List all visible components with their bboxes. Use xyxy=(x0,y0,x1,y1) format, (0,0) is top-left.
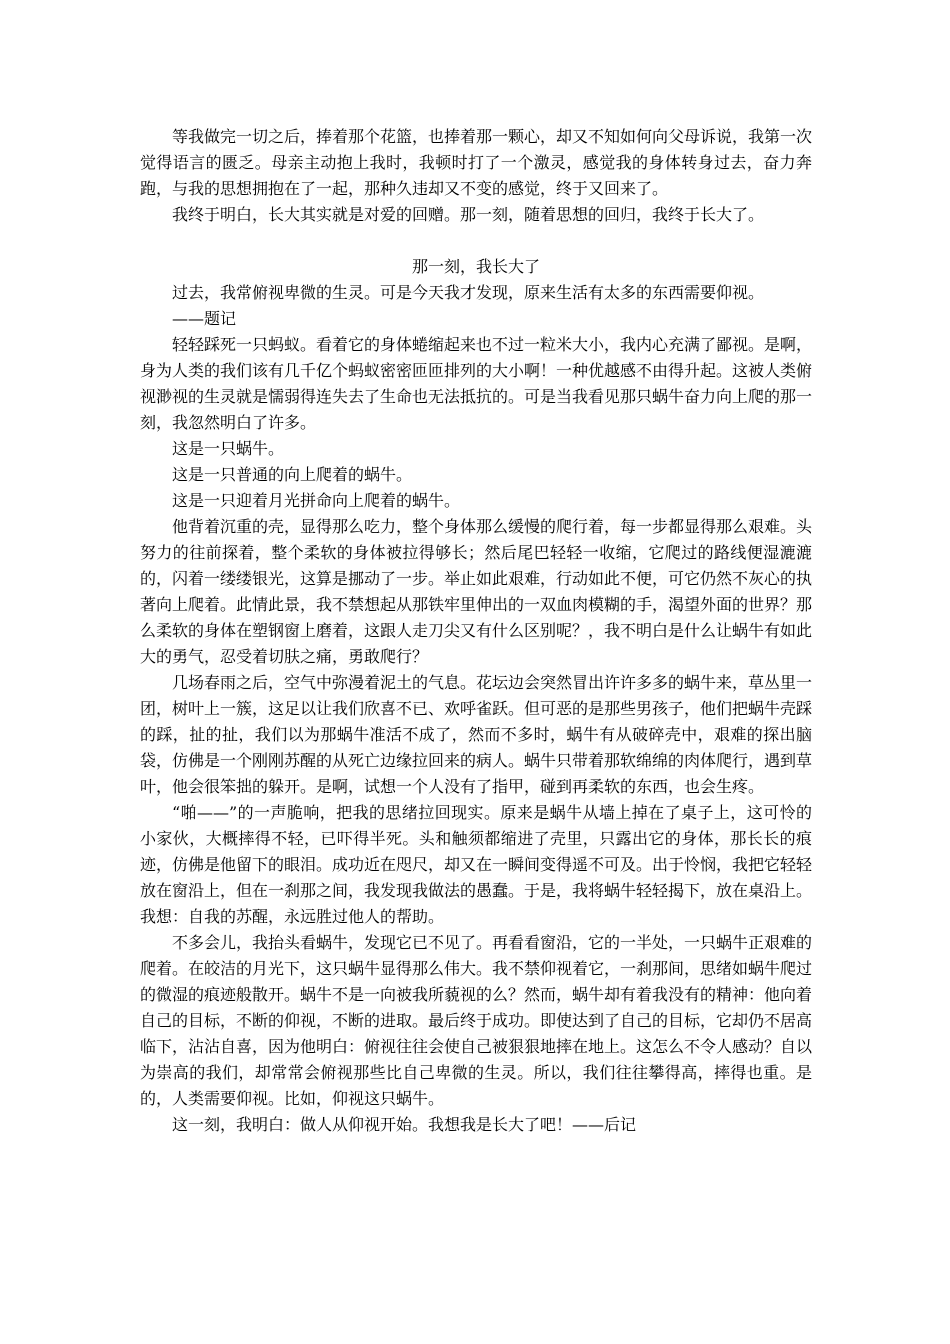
epigraph: 过去，我常俯视卑微的生灵。可是今天我才发现，原来生活有太多的东西需要仰视。 xyxy=(172,283,765,302)
paragraph: 这是一只蜗牛。 xyxy=(172,439,285,458)
paragraph: 这一刻，我明白：做人从仰视开始。我想我是长大了吧！——后记 xyxy=(172,1115,637,1134)
paragraph: 轻轻踩死一只蚂蚁。看着它的身体蜷缩起来也不过一粒米大小，我内心充满了鄙视。是啊，身为人类的我们该有几千亿个蚂蚁密密匝匝排列的大小啊！一种优越感不由得升起。这被人类俯视渺视的生灵就是懦弱得连失去了生命也无法抵抗的。可是当我看见那只蜗牛奋力向上爬的那一刻，我忽然明白了许多。 xyxy=(140,335,813,432)
essay-title: 那一刻，我长大了 xyxy=(411,257,540,276)
paragraph: 等我做完一切之后，捧着那个花篮，也捧着那一颗心，却又不知如何向父母诉说，我第一次觉得语言的匮乏。母亲主动抱上我时，我顿时打了一个激灵，感觉我的身体转身过去，奋力奔跑，与我的思想拥抱在了一起，那种久违却又不变的感觉，终于又回来了。 xyxy=(140,127,813,198)
paragraph: 这是一只迎着月光拼命向上爬着的蜗牛。 xyxy=(172,491,461,510)
paragraph: 他背着沉重的壳，显得那么吃力，整个身体那么缓慢的爬行着，每一步都显得那么艰难。头努力的往前探着，整个柔软的身体被拉得够长；然后尾巴轻轻一收缩，它爬过的路线便湿漉漉的，闪着一缕缕银光，这算是挪动了一步。举止如此艰难，行动如此不便，可它仍然不灰心的执著向上爬着。此情此景，我不禁想起从那铁牢里伸出的一双血肉模糊的手，渴望外面的世界？那么柔软的身体在塑钢窗上磨着，这跟人走刀尖又有什么区别呢？，我不明白是什么让蜗牛有如此大的勇气，忍受着切肤之痛，勇敢爬行？ xyxy=(140,517,813,666)
paragraph: 不多会儿，我抬头看蜗牛，发现它已不见了。再看看窗沿，它的一半处，一只蜗牛正艰难的爬着。在皎洁的月光下，这只蜗牛显得那么伟大。我不禁仰视着它，一刹那间，思绪如蜗牛爬过的微湿的痕迹般散开。蜗牛不是一向被我所藐视的么？然而，蜗牛却有着我没有的精神：他向着自己的目标，不断的仰视，不断的进取。最后终于成功。即使达到了自己的目标，它却仍不居高临下，沾沾自喜，因为他明白：俯视往往会使自己被狠狠地摔在地上。这怎么不令人感动？自以为崇高的我们，却常常会俯视那些比自己卑微的生灵。所以，我们往往攀得高，摔得也重。是的，人类需要仰视。比如，仰视这只蜗牛。 xyxy=(140,933,813,1108)
document-page xyxy=(140,124,812,1138)
paragraph: 几场春雨之后，空气中弥漫着泥土的气息。花坛边会突然冒出许许多多的蜗牛来，草丛里一团，树叶上一簇，这足以让我们欣喜不已、欢呼雀跃。但可恶的是那些男孩子，他们把蜗牛壳踩的踩，扯的扯，我们以为那蜗牛准活不成了，然而不多时，蜗牛有从破碎壳中，艰难的探出脑袋，仿佛是一个刚刚苏醒的从死亡边缘拉回来的病人。蜗牛只带着那软绵绵的肉体爬行，遇到草叶，他会很笨拙的躲开。是啊，试想一个人没有了指甲，碰到再柔软的东西，也会生疼。 xyxy=(140,673,813,796)
paragraph: 我终于明白，长大其实就是对爱的回赠。那一刻，随着思想的回归，我终于长大了。 xyxy=(172,205,765,224)
paragraph: 这是一只普通的向上爬着的蜗牛。 xyxy=(172,465,413,484)
epigraph-note: ——题记 xyxy=(172,309,237,328)
blank-line xyxy=(140,228,812,254)
paragraph: “啪——”的一声脆响，把我的思绪拉回现实。原来是蜗牛从墙上掉在了桌子上，这可怜的小家伙，大概摔得不轻，已吓得半死。头和触须都缩进了壳里，只露出它的身体，那长长的痕迹，仿佛是他留下的眼泪。成功近在咫尺，却又在一瞬间变得遥不可及。出于怜悯，我把它轻轻放在窗沿上，但在一刹那之间，我发现我做法的愚蠢。于是，我将蜗牛轻轻揭下，放在桌沿上。我想：自我的苏醒，永远胜过他人的帮助。 xyxy=(140,803,813,926)
